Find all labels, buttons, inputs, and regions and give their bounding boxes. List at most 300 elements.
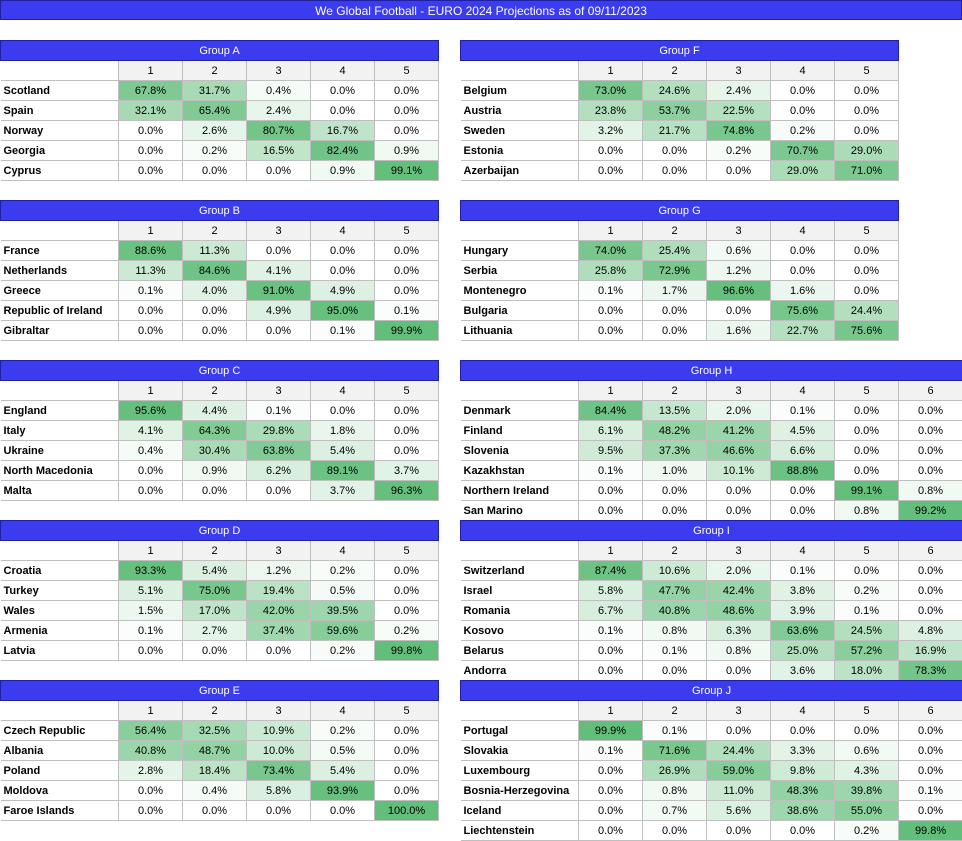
table-row bbox=[1, 781, 439, 801]
probability-cell: 0.0% bbox=[707, 481, 771, 501]
probability-cell: 0.0% bbox=[119, 141, 183, 161]
probability-cell: 63.6% bbox=[771, 621, 835, 641]
probability-cell: 48.6% bbox=[707, 601, 771, 621]
corner-cell bbox=[461, 61, 579, 81]
probability-cell: 64.3% bbox=[183, 421, 247, 441]
position-header: 3 bbox=[247, 701, 311, 721]
probability-cell: 0.0% bbox=[579, 761, 643, 781]
probability-cell: 99.8% bbox=[375, 641, 439, 661]
probability-cell: 0.1% bbox=[771, 401, 835, 421]
position-header: 3 bbox=[707, 701, 771, 721]
probability-cell: 0.0% bbox=[707, 161, 771, 181]
probability-cell: 0.1% bbox=[579, 461, 643, 481]
position-header-row bbox=[461, 381, 962, 401]
position-header: 2 bbox=[183, 221, 247, 241]
probability-cell: 0.0% bbox=[375, 741, 439, 761]
probability-cell: 0.0% bbox=[119, 641, 183, 661]
probability-cell: 0.0% bbox=[707, 501, 771, 521]
probability-cell: 0.0% bbox=[247, 321, 311, 341]
probability-cell: 0.8% bbox=[899, 481, 962, 501]
probability-cell: 3.3% bbox=[771, 741, 835, 761]
probability-cell: 87.4% bbox=[579, 561, 643, 581]
probability-cell: 18.0% bbox=[835, 661, 899, 681]
position-header: 4 bbox=[771, 701, 835, 721]
position-header: 2 bbox=[183, 381, 247, 401]
team-name: Sweden bbox=[461, 121, 579, 141]
probability-cell: 10.6% bbox=[643, 561, 707, 581]
probability-cell: 0.0% bbox=[771, 261, 835, 281]
table-row bbox=[1, 641, 439, 661]
position-header: 1 bbox=[579, 701, 643, 721]
probability-cell: 3.7% bbox=[375, 461, 439, 481]
position-header: 1 bbox=[579, 541, 643, 561]
probability-cell: 0.0% bbox=[899, 741, 962, 761]
corner-cell bbox=[461, 381, 579, 401]
position-header: 1 bbox=[119, 61, 183, 81]
probability-cell: 1.8% bbox=[311, 421, 375, 441]
table-row bbox=[461, 401, 962, 421]
probability-cell: 10.1% bbox=[707, 461, 771, 481]
team-name: Republic of Ireland bbox=[1, 301, 119, 321]
group-title: Group C bbox=[1, 361, 439, 381]
group-j-table bbox=[460, 680, 962, 841]
table-row bbox=[1, 761, 439, 781]
team-name: Slovenia bbox=[461, 441, 579, 461]
table-row bbox=[461, 561, 962, 581]
probability-cell: 9.8% bbox=[771, 761, 835, 781]
probability-cell: 0.0% bbox=[375, 441, 439, 461]
position-header: 5 bbox=[375, 381, 439, 401]
probability-cell: 0.0% bbox=[579, 321, 643, 341]
position-header: 2 bbox=[643, 701, 707, 721]
team-name: Norway bbox=[1, 121, 119, 141]
probability-cell: 22.7% bbox=[771, 321, 835, 341]
table-row bbox=[461, 261, 899, 281]
table-row bbox=[1, 121, 439, 141]
group-d-table bbox=[0, 520, 439, 661]
probability-cell: 9.5% bbox=[579, 441, 643, 461]
table-row bbox=[1, 261, 439, 281]
table-row bbox=[461, 641, 962, 661]
probability-cell: 0.0% bbox=[183, 801, 247, 821]
group-i-table bbox=[460, 520, 962, 681]
probability-cell: 4.1% bbox=[247, 261, 311, 281]
probability-cell: 0.0% bbox=[579, 781, 643, 801]
probability-cell: 89.1% bbox=[311, 461, 375, 481]
probability-cell: 95.6% bbox=[119, 401, 183, 421]
probability-cell: 2.8% bbox=[119, 761, 183, 781]
probability-cell: 75.6% bbox=[771, 301, 835, 321]
probability-cell: 0.1% bbox=[311, 321, 375, 341]
probability-cell: 0.1% bbox=[247, 401, 311, 421]
probability-cell: 0.0% bbox=[707, 301, 771, 321]
probability-cell: 5.8% bbox=[579, 581, 643, 601]
probability-cell: 0.0% bbox=[375, 721, 439, 741]
probability-cell: 0.0% bbox=[835, 721, 899, 741]
table-row bbox=[1, 161, 439, 181]
probability-cell: 0.0% bbox=[183, 301, 247, 321]
probability-cell: 0.0% bbox=[579, 301, 643, 321]
table-row bbox=[461, 501, 962, 521]
probability-cell: 0.1% bbox=[119, 281, 183, 301]
probability-cell: 0.6% bbox=[835, 741, 899, 761]
probability-cell: 0.9% bbox=[311, 161, 375, 181]
probability-cell: 3.9% bbox=[771, 601, 835, 621]
table-row bbox=[461, 721, 962, 741]
probability-cell: 0.4% bbox=[247, 81, 311, 101]
probability-cell: 95.0% bbox=[311, 301, 375, 321]
probability-cell: 0.0% bbox=[899, 421, 962, 441]
table-row bbox=[1, 461, 439, 481]
position-header: 1 bbox=[579, 61, 643, 81]
probability-cell: 0.0% bbox=[119, 301, 183, 321]
team-name: Turkey bbox=[1, 581, 119, 601]
probability-cell: 2.7% bbox=[183, 621, 247, 641]
team-name: Greece bbox=[1, 281, 119, 301]
team-name: San Marino bbox=[461, 501, 579, 521]
probability-cell: 0.0% bbox=[247, 241, 311, 261]
position-header: 5 bbox=[375, 221, 439, 241]
team-name: Scotland bbox=[1, 81, 119, 101]
probability-cell: 56.4% bbox=[119, 721, 183, 741]
team-name: Malta bbox=[1, 481, 119, 501]
table-row bbox=[1, 801, 439, 821]
probability-cell: 0.0% bbox=[311, 241, 375, 261]
table-row bbox=[461, 741, 962, 761]
probability-cell: 73.4% bbox=[247, 761, 311, 781]
probability-cell: 0.1% bbox=[119, 621, 183, 641]
table-row bbox=[461, 81, 899, 101]
probability-cell: 24.4% bbox=[835, 301, 899, 321]
probability-cell: 0.0% bbox=[247, 641, 311, 661]
probability-cell: 0.8% bbox=[835, 501, 899, 521]
probability-cell: 0.0% bbox=[835, 121, 899, 141]
probability-cell: 46.6% bbox=[707, 441, 771, 461]
table-row bbox=[461, 321, 899, 341]
probability-cell: 0.0% bbox=[183, 321, 247, 341]
probability-cell: 0.0% bbox=[771, 241, 835, 261]
probability-cell: 0.1% bbox=[375, 301, 439, 321]
position-header: 2 bbox=[183, 61, 247, 81]
table-row bbox=[461, 661, 962, 681]
table-row bbox=[1, 141, 439, 161]
position-header: 4 bbox=[311, 381, 375, 401]
probability-cell: 88.8% bbox=[771, 461, 835, 481]
corner-cell bbox=[1, 381, 119, 401]
probability-cell: 3.6% bbox=[771, 661, 835, 681]
probability-cell: 0.0% bbox=[579, 641, 643, 661]
table-row bbox=[1, 621, 439, 641]
probability-cell: 5.4% bbox=[183, 561, 247, 581]
position-header: 5 bbox=[835, 61, 899, 81]
probability-cell: 1.5% bbox=[119, 601, 183, 621]
probability-cell: 3.2% bbox=[579, 121, 643, 141]
table-row bbox=[1, 721, 439, 741]
team-name: Czech Republic bbox=[1, 721, 119, 741]
team-name: Ukraine bbox=[1, 441, 119, 461]
probability-cell: 0.5% bbox=[311, 741, 375, 761]
table-row bbox=[461, 161, 899, 181]
probability-cell: 0.0% bbox=[375, 421, 439, 441]
probability-cell: 0.0% bbox=[375, 601, 439, 621]
corner-cell bbox=[461, 221, 579, 241]
probability-cell: 19.4% bbox=[247, 581, 311, 601]
probability-cell: 0.0% bbox=[899, 401, 962, 421]
probability-cell: 22.5% bbox=[707, 101, 771, 121]
team-name: Switzerland bbox=[461, 561, 579, 581]
corner-cell bbox=[1, 541, 119, 561]
team-name: Georgia bbox=[1, 141, 119, 161]
probability-cell: 4.0% bbox=[183, 281, 247, 301]
probability-cell: 18.4% bbox=[183, 761, 247, 781]
probability-cell: 99.2% bbox=[899, 501, 962, 521]
position-header: 5 bbox=[835, 381, 899, 401]
probability-cell: 0.0% bbox=[707, 661, 771, 681]
probability-cell: 30.4% bbox=[183, 441, 247, 461]
position-header-row bbox=[1, 541, 439, 561]
position-header-row bbox=[1, 381, 439, 401]
probability-cell: 67.8% bbox=[119, 81, 183, 101]
team-name: Serbia bbox=[461, 261, 579, 281]
probability-cell: 26.9% bbox=[643, 761, 707, 781]
probability-cell: 0.8% bbox=[707, 641, 771, 661]
group-c-table bbox=[0, 360, 439, 501]
probability-cell: 6.7% bbox=[579, 601, 643, 621]
probability-cell: 42.0% bbox=[247, 601, 311, 621]
probability-cell: 0.0% bbox=[311, 401, 375, 421]
probability-cell: 0.0% bbox=[771, 501, 835, 521]
probability-cell: 74.0% bbox=[579, 241, 643, 261]
probability-cell: 0.0% bbox=[643, 161, 707, 181]
probability-cell: 25.8% bbox=[579, 261, 643, 281]
probability-cell: 0.0% bbox=[375, 581, 439, 601]
probability-cell: 0.0% bbox=[835, 401, 899, 421]
position-header: 4 bbox=[311, 541, 375, 561]
group-title: Group B bbox=[1, 201, 439, 221]
probability-cell: 57.2% bbox=[835, 641, 899, 661]
probability-cell: 0.0% bbox=[643, 141, 707, 161]
group-title: Group J bbox=[461, 681, 962, 701]
probability-cell: 0.0% bbox=[579, 821, 643, 841]
probability-cell: 4.4% bbox=[183, 401, 247, 421]
group-f-table bbox=[460, 40, 899, 181]
probability-cell: 72.9% bbox=[643, 261, 707, 281]
probability-cell: 0.2% bbox=[311, 561, 375, 581]
table-row bbox=[1, 81, 439, 101]
probability-cell: 84.6% bbox=[183, 261, 247, 281]
table-row bbox=[1, 241, 439, 261]
table-row bbox=[461, 601, 962, 621]
table-row bbox=[461, 781, 962, 801]
table-row bbox=[1, 281, 439, 301]
probability-cell: 3.8% bbox=[771, 581, 835, 601]
probability-cell: 39.8% bbox=[835, 781, 899, 801]
team-name: Faroe Islands bbox=[1, 801, 119, 821]
team-name: Belarus bbox=[461, 641, 579, 661]
probability-cell: 21.7% bbox=[643, 121, 707, 141]
group-g-table bbox=[460, 200, 899, 341]
probability-cell: 6.3% bbox=[707, 621, 771, 641]
probability-cell: 0.0% bbox=[899, 441, 962, 461]
probability-cell: 0.0% bbox=[835, 561, 899, 581]
probability-cell: 3.7% bbox=[311, 481, 375, 501]
probability-cell: 0.0% bbox=[643, 661, 707, 681]
probability-cell: 41.2% bbox=[707, 421, 771, 441]
probability-cell: 0.9% bbox=[375, 141, 439, 161]
corner-cell bbox=[1, 61, 119, 81]
probability-cell: 0.0% bbox=[119, 321, 183, 341]
position-header: 1 bbox=[579, 381, 643, 401]
probability-cell: 0.0% bbox=[643, 821, 707, 841]
probability-cell: 2.6% bbox=[183, 121, 247, 141]
probability-cell: 0.0% bbox=[771, 101, 835, 121]
probability-cell: 0.0% bbox=[375, 561, 439, 581]
position-header: 4 bbox=[771, 381, 835, 401]
probability-cell: 0.0% bbox=[119, 481, 183, 501]
position-header: 4 bbox=[311, 221, 375, 241]
probability-cell: 0.0% bbox=[247, 481, 311, 501]
probability-cell: 53.7% bbox=[643, 101, 707, 121]
position-header: 3 bbox=[247, 221, 311, 241]
probability-cell: 0.0% bbox=[375, 261, 439, 281]
team-name: Slovakia bbox=[461, 741, 579, 761]
probability-cell: 32.5% bbox=[183, 721, 247, 741]
probability-cell: 0.0% bbox=[835, 241, 899, 261]
position-header: 4 bbox=[771, 61, 835, 81]
team-name: Armenia bbox=[1, 621, 119, 641]
probability-cell: 74.8% bbox=[707, 121, 771, 141]
group-a-table bbox=[0, 40, 439, 181]
probability-cell: 48.3% bbox=[771, 781, 835, 801]
probability-cell: 0.0% bbox=[375, 101, 439, 121]
probability-cell: 0.1% bbox=[899, 781, 962, 801]
corner-cell bbox=[1, 701, 119, 721]
team-name: Bulgaria bbox=[461, 301, 579, 321]
probability-cell: 29.0% bbox=[835, 141, 899, 161]
probability-cell: 96.3% bbox=[375, 481, 439, 501]
table-row bbox=[1, 581, 439, 601]
probability-cell: 4.8% bbox=[899, 621, 962, 641]
team-name: France bbox=[1, 241, 119, 261]
probability-cell: 71.0% bbox=[835, 161, 899, 181]
probability-cell: 0.0% bbox=[183, 481, 247, 501]
probability-cell: 11.0% bbox=[707, 781, 771, 801]
position-header: 1 bbox=[579, 221, 643, 241]
probability-cell: 0.1% bbox=[579, 621, 643, 641]
probability-cell: 6.1% bbox=[579, 421, 643, 441]
probability-cell: 0.9% bbox=[183, 461, 247, 481]
probability-cell: 0.0% bbox=[835, 461, 899, 481]
probability-cell: 16.5% bbox=[247, 141, 311, 161]
probability-cell: 0.0% bbox=[899, 761, 962, 781]
probability-cell: 0.2% bbox=[707, 141, 771, 161]
probability-cell: 0.0% bbox=[375, 761, 439, 781]
team-name: Hungary bbox=[461, 241, 579, 261]
probability-cell: 37.3% bbox=[643, 441, 707, 461]
table-row bbox=[461, 301, 899, 321]
table-row bbox=[1, 741, 439, 761]
probability-cell: 0.8% bbox=[643, 781, 707, 801]
position-header: 2 bbox=[183, 541, 247, 561]
corner-cell bbox=[461, 541, 579, 561]
team-name: Liechtenstein bbox=[461, 821, 579, 841]
probability-cell: 2.0% bbox=[707, 401, 771, 421]
probability-cell: 0.0% bbox=[119, 121, 183, 141]
team-name: Azerbaijan bbox=[461, 161, 579, 181]
probability-cell: 11.3% bbox=[119, 261, 183, 281]
position-header: 3 bbox=[247, 381, 311, 401]
probability-cell: 0.0% bbox=[771, 821, 835, 841]
team-name: Israel bbox=[461, 581, 579, 601]
probability-cell: 0.0% bbox=[375, 781, 439, 801]
probability-cell: 0.0% bbox=[643, 301, 707, 321]
table-row bbox=[461, 281, 899, 301]
probability-cell: 4.9% bbox=[311, 281, 375, 301]
group-title: Group I bbox=[461, 521, 962, 541]
team-name: Croatia bbox=[1, 561, 119, 581]
probability-cell: 0.0% bbox=[643, 481, 707, 501]
table-row bbox=[461, 581, 962, 601]
team-name: Estonia bbox=[461, 141, 579, 161]
probability-cell: 2.4% bbox=[707, 81, 771, 101]
probability-cell: 0.0% bbox=[899, 461, 962, 481]
position-header: 4 bbox=[771, 221, 835, 241]
probability-cell: 0.0% bbox=[311, 101, 375, 121]
probability-cell: 24.5% bbox=[835, 621, 899, 641]
table-row bbox=[1, 561, 439, 581]
position-header: 6 bbox=[899, 541, 962, 561]
probability-cell: 42.4% bbox=[707, 581, 771, 601]
probability-cell: 0.2% bbox=[375, 621, 439, 641]
table-row bbox=[1, 601, 439, 621]
team-name: Kosovo bbox=[461, 621, 579, 641]
group-title: Group A bbox=[1, 41, 439, 61]
probability-cell: 0.0% bbox=[311, 801, 375, 821]
probability-cell: 0.1% bbox=[579, 741, 643, 761]
probability-cell: 0.2% bbox=[311, 721, 375, 741]
probability-cell: 63.8% bbox=[247, 441, 311, 461]
corner-cell bbox=[461, 701, 579, 721]
group-title: Group F bbox=[461, 41, 899, 61]
table-row bbox=[461, 141, 899, 161]
probability-cell: 0.0% bbox=[247, 161, 311, 181]
team-name: England bbox=[1, 401, 119, 421]
group-title: Group E bbox=[1, 681, 439, 701]
probability-cell: 38.6% bbox=[771, 801, 835, 821]
probability-cell: 0.0% bbox=[183, 161, 247, 181]
team-name: Poland bbox=[1, 761, 119, 781]
probability-cell: 0.1% bbox=[771, 561, 835, 581]
team-name: Luxembourg bbox=[461, 761, 579, 781]
table-row bbox=[1, 321, 439, 341]
position-header-row bbox=[1, 221, 439, 241]
probability-cell: 5.6% bbox=[707, 801, 771, 821]
probability-cell: 6.6% bbox=[771, 441, 835, 461]
probability-cell: 5.4% bbox=[311, 441, 375, 461]
probability-cell: 2.4% bbox=[247, 101, 311, 121]
probability-cell: 99.9% bbox=[579, 721, 643, 741]
probability-cell: 99.9% bbox=[375, 321, 439, 341]
probability-cell: 39.5% bbox=[311, 601, 375, 621]
probability-cell: 2.0% bbox=[707, 561, 771, 581]
position-header-row bbox=[461, 61, 899, 81]
table-row bbox=[461, 121, 899, 141]
probability-cell: 0.0% bbox=[643, 321, 707, 341]
group-b-table bbox=[0, 200, 439, 341]
position-header: 1 bbox=[119, 381, 183, 401]
probability-cell: 0.0% bbox=[119, 781, 183, 801]
position-header: 2 bbox=[183, 701, 247, 721]
